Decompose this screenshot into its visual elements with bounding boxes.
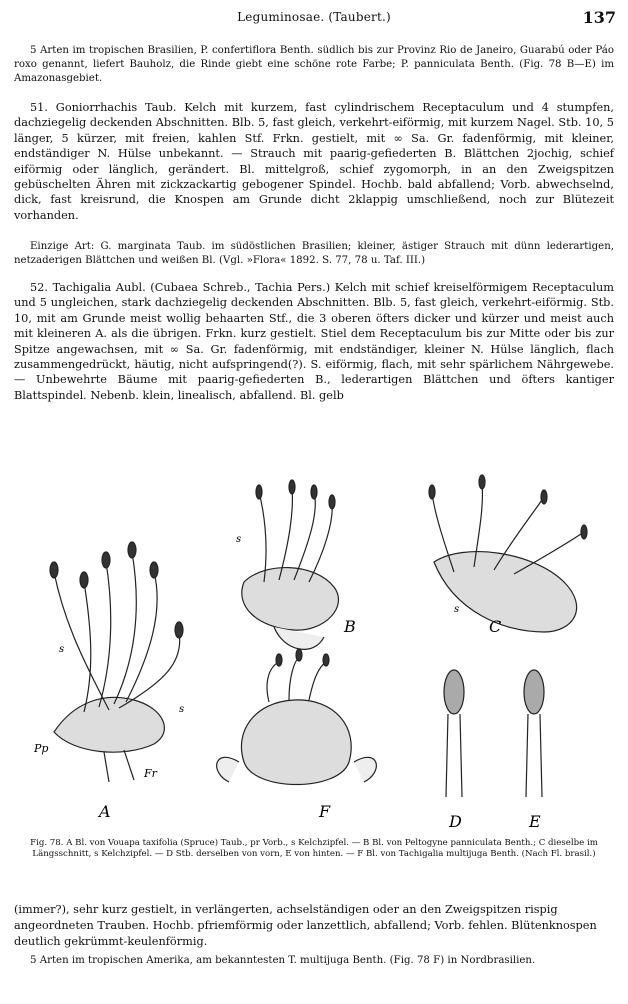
paragraph-tachigalia-continued	[14, 902, 614, 969]
flower-c-drawing	[429, 475, 587, 632]
paragraph-text: 5 Arten im tropischen Brasilien, P. confertiflora Benth. südlich bis zur Provinz Rio de Janeiro, Guarabú oder Páo roxo genannt, liefert Bauholz, die Rinde giebt eine schöne rote Farbe; P. panniculata Benth. (Fig. 78 B—E) im Amazonasgebiet.	[14, 45, 614, 84]
running-title: Leguminosae. (Taubert.)	[237, 10, 391, 24]
page-header	[0, 10, 628, 28]
page-number: 137	[582, 8, 616, 27]
label-b: B	[344, 617, 356, 636]
flower-f-drawing	[217, 649, 377, 785]
label-d: D	[449, 812, 462, 831]
paragraph-text: 51. Goniorrhachis Taub. Kelch mit kurzem, fast cylindrischem Receptaculum und 4 stumpfen, dachziegelig deckenden Abschnitten. Blb. 5, fast gleich, verkehrt-eiförmig, mit kurzem Nagel. Stb. 10, 5 länger, 5 kürzer, mit freien, kahlen Stf. Frkn. gestielt, mit ∞ Sa. Gr. fadenförmig, mit kleiner, endständiger N. Hülse unbekannt. — Strauch mit paarig-gefiederten B. Blättchen 2jochig, schief eiförmig oder länglich, gerändert. Bl. mittelgroß, schief zygomorph, in an den Zweigspitzen gebüschelten Ähren mit zickzackartig gebogener Spindel. Hochb. bald abfallend; Vorb. abwechselnd, dick, fast kreisrund, die Knospen am Grunde dicht 2klappig umschließend, noch zur Blütezeit vorhanden.	[14, 101, 614, 222]
figure-caption: Fig. 78. A Bl. von Vouapa taxifolia (Spruce) Taub., pr Vorb., s Kelchzipfel. — B Bl. von Peltogyne panniculata Benth.; C dieselbe im Längsschnitt, s Kelchzipfel. — D Stb. derselben von vorn, E von hinten. — F Bl. von Tachigalia multijuga Benth. (Nach Fl. brasil.)	[30, 838, 598, 859]
paragraph-text: 52. Tachigalia Aubl. (Cubaea Schreb., Tachia Pers.) Kelch mit schief kreiselförmigem Receptaculum und 5 ungleichen, stark dachziegelig deckenden Abschnitten. Blb. 5, fast gleich, verkehrt-eiförmig. Stb. 10, mit am Grunde meist wollig behaarten Stf., die 3 oberen öfters dicker und kürzer und meist auch mit kleineren A. als die übrigen. Frkn. kurz gestielt. Stiel dem Receptaculum bis zur Mitte oder bis zur Spitze angewachsen, mit ∞ Sa. Gr. fadenförmig, mit endständiger, kleiner N. Hülse länglich, flach zusammengedrückt, häutig, nicht aufspringend(?). S. eiförmig, flach, mit sehr spärlichem Nährgewebe. — Unbewehrte Bäume mit paarig-gefiederten B., lederartigen Blättchen und öfters kantiger Blattspindel. Nebenb. klein, linealisch, abfallend. Bl. gelb	[14, 281, 614, 402]
paragraph-goniorrhachis	[14, 100, 614, 223]
label-e: E	[529, 812, 541, 831]
label-a: A	[99, 802, 111, 821]
label-c: C	[489, 617, 502, 636]
paragraph-text: 5 Arten im tropischen Amerika, am bekanntesten T. multijuga Benth. (Fig. 78 F) in Nordbrasilien.	[30, 955, 536, 967]
annotation-pp: Pp	[34, 742, 49, 755]
stamen-e-drawing	[524, 670, 544, 797]
flower-a-drawing	[50, 542, 183, 782]
paragraph-peltogyne	[14, 44, 614, 86]
botanical-illustration	[14, 462, 614, 832]
stamen-d-drawing	[444, 670, 464, 797]
annotation-s: s	[454, 604, 460, 615]
paragraph-text: Einzige Art: G. marginata Taub. im südöstlichen Brasilien; kleiner, ästiger Strauch mit dünn lederartigen, netzaderigen Blättchen und weißen Bl. (Vgl. »Flora« 1892. S. 77, 78 u. Taf. III.)	[14, 241, 614, 266]
paragraph-text: (immer?), sehr kurz gestielt, in verlängerten, achselständigen oder an den Zweigspitzen rispig angeordneten Trauben. Hochb. pfriemförmig oder lanzettlich, abfallend; Vorb. fehlen. Blütenknospen deutlich gekrümmt-keulenförmig.	[14, 903, 597, 948]
annotation-s: s	[236, 534, 242, 545]
paragraph-goniorrhachis-species	[14, 240, 614, 268]
annotation-s: s	[179, 704, 185, 715]
flower-b-drawing	[242, 480, 339, 649]
figure-78	[14, 462, 614, 832]
annotation-fr: Fr	[144, 767, 157, 780]
label-f: F	[319, 802, 331, 821]
paragraph-tachigalia	[14, 280, 614, 403]
annotation-s: s	[59, 644, 65, 655]
